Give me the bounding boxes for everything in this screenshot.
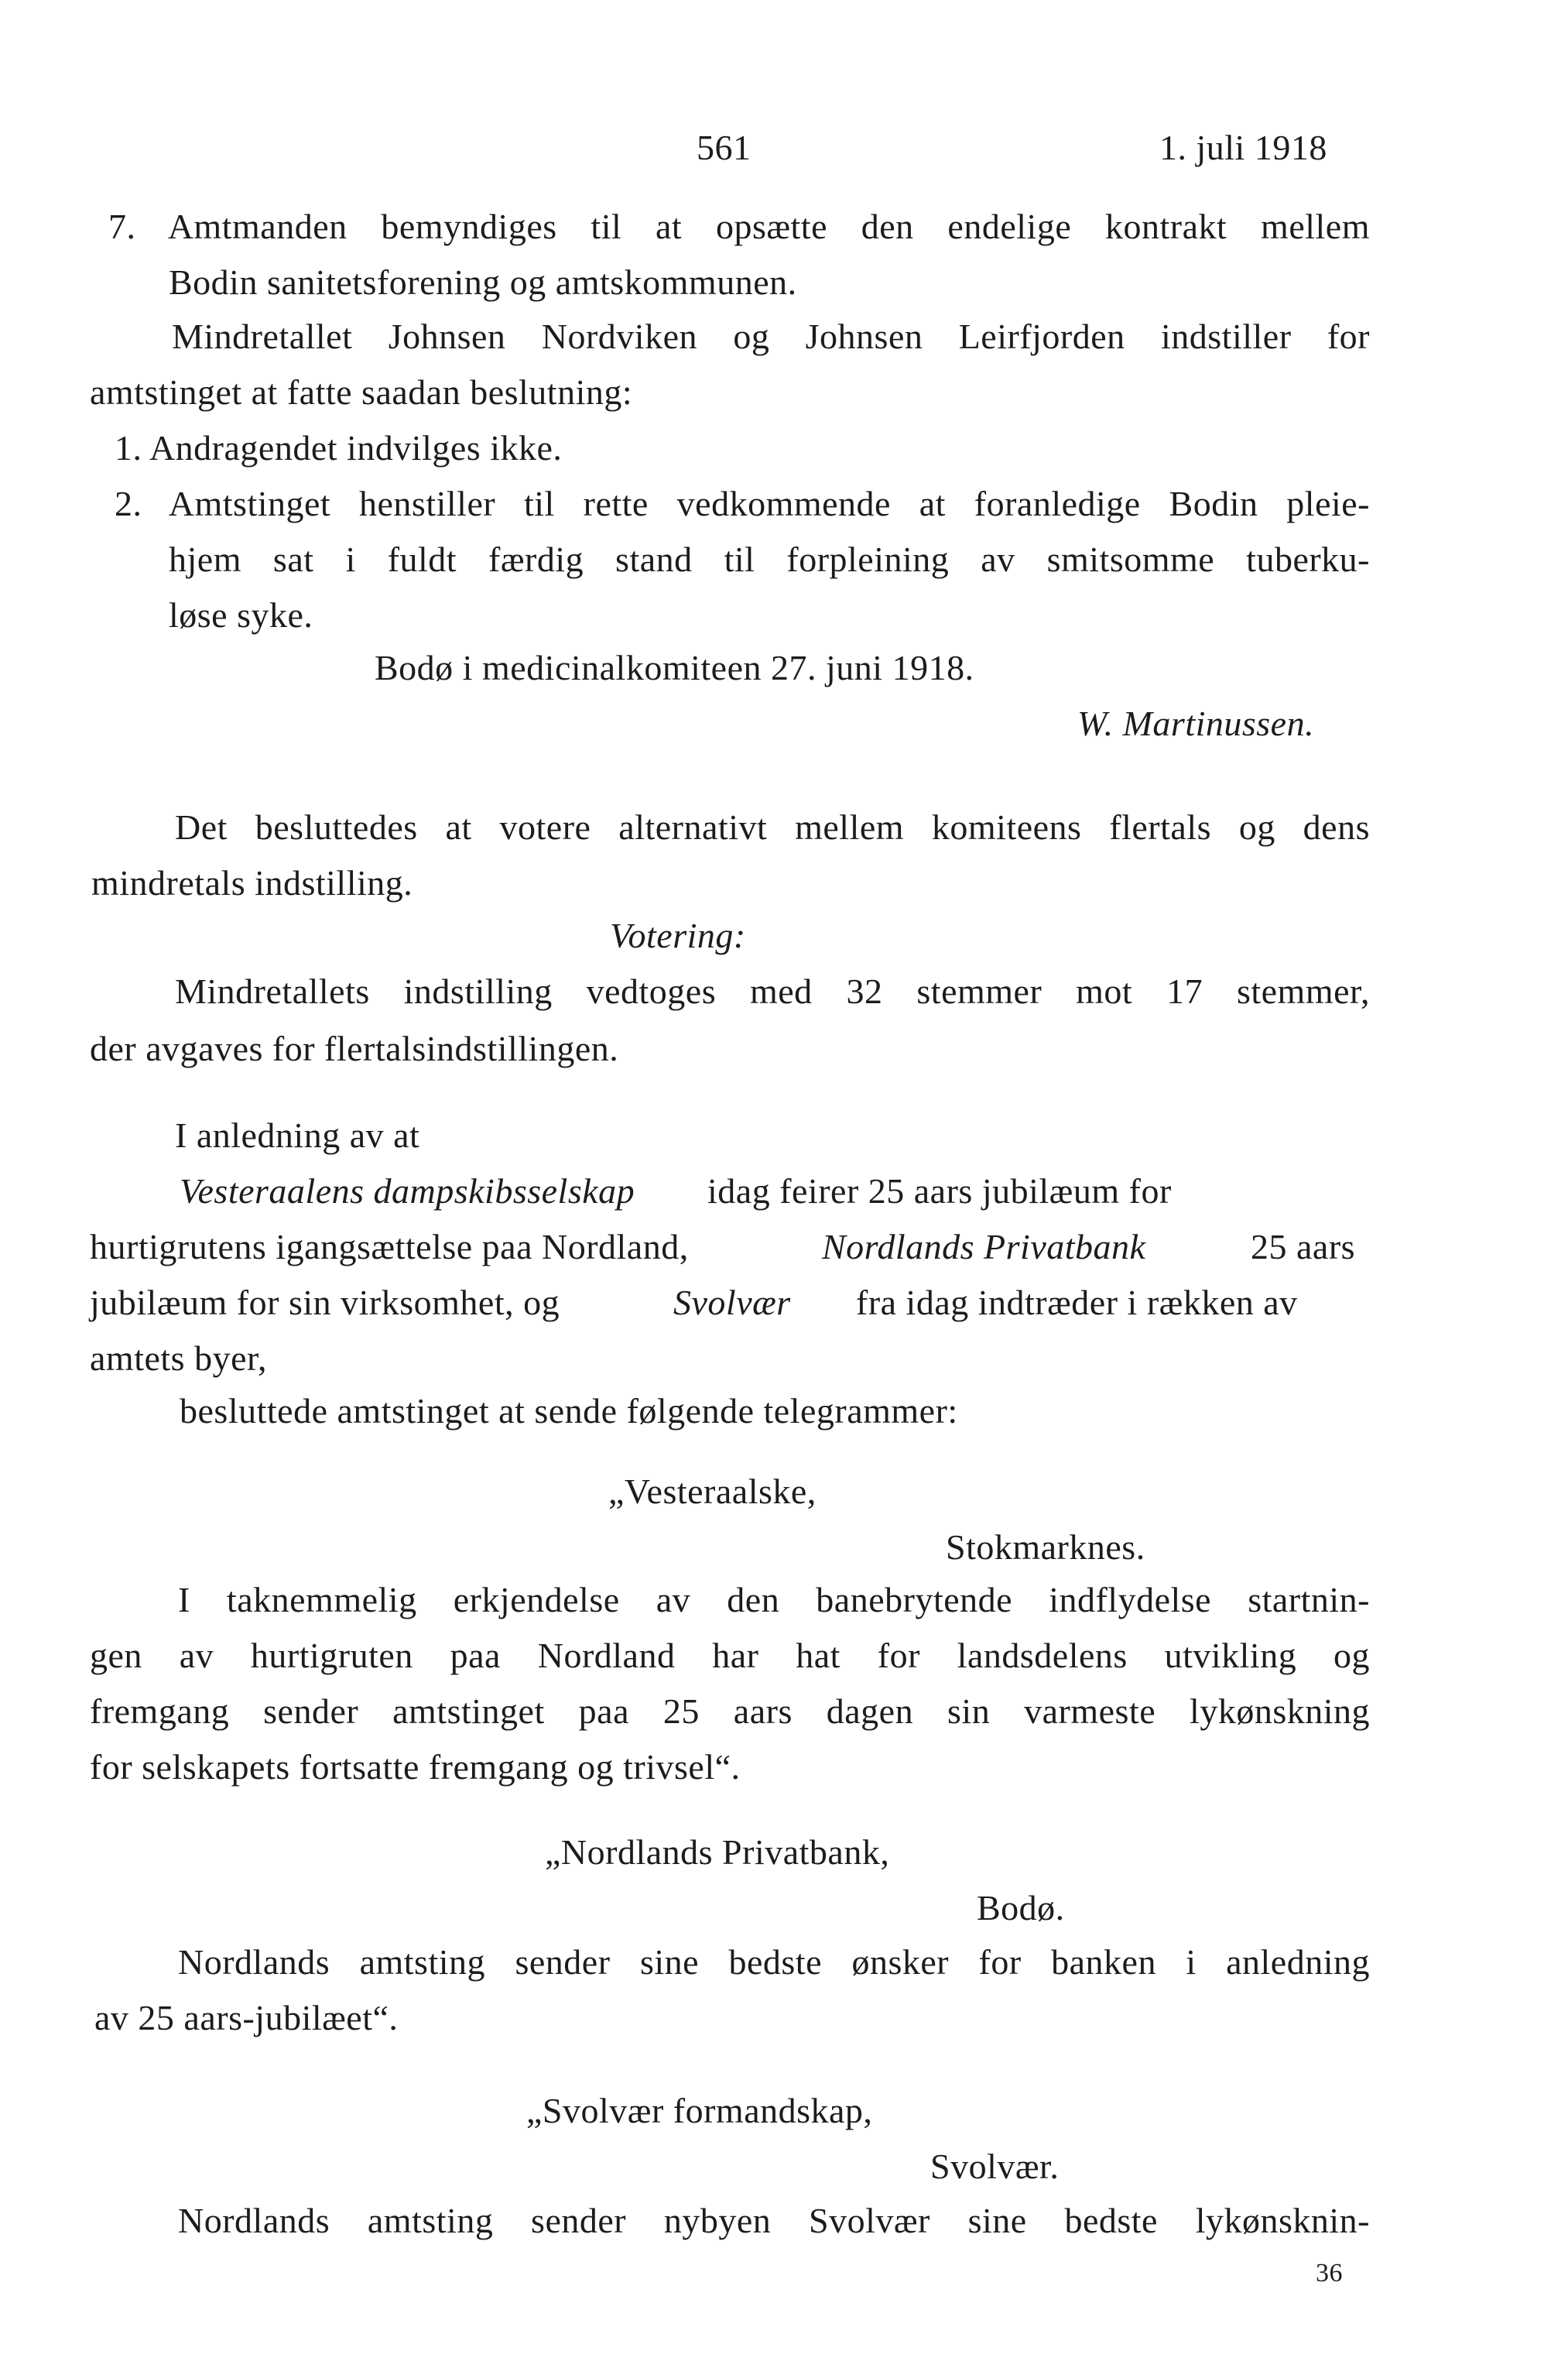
telegram-1-body-4: for selskapets fortsatte fremgang og trivsel“. bbox=[90, 1747, 741, 1787]
telegram-2-body-1: Nordlands amtsting sender sine bedste ønsker for banken i anledning bbox=[178, 1942, 1370, 1982]
minority-line-2: amtstinget at fatte saadan beslutning: bbox=[90, 372, 633, 412]
signature-mark: 36 bbox=[1316, 2259, 1343, 2287]
telegram-1-addressee: „Vesteraalske, bbox=[608, 1472, 817, 1511]
occasion-intro: I anledning av at bbox=[175, 1115, 420, 1155]
telegram-2-location: Bodø. bbox=[977, 1888, 1065, 1927]
telegram-3-location: Svolvær. bbox=[930, 2147, 1060, 2186]
telegram-1-body-2: gen av hurtigruten paa Nordland har hat for landsdelens utvikling og bbox=[90, 1636, 1370, 1675]
occasion-text-2a: hurtigrutens igangsættelse paa Nordland, bbox=[90, 1227, 689, 1266]
point-2-line-2: hjem sat i fuldt færdig stand til forpleining av smitsomme tuberku- bbox=[169, 540, 1370, 579]
telegram-1-location: Stokmarknes. bbox=[946, 1527, 1145, 1567]
point-2-line-1: 2. Amtstinget henstiller til rette vedkommende at foranledige Bodin pleie- bbox=[115, 484, 1370, 523]
page-number: 561 bbox=[697, 128, 751, 167]
point-1: 1. Andragendet indvilges ikke. bbox=[115, 428, 563, 468]
telegram-1-body-3: fremgang sender amtstinget paa 25 aars dagen sin varmeste lykønskning bbox=[90, 1691, 1370, 1731]
header-date: 1. juli 1918 bbox=[1159, 128, 1327, 167]
signature-martinussen: W. Martinussen. bbox=[1077, 704, 1315, 743]
town-svolvaer: Svolvær bbox=[673, 1283, 791, 1322]
place-and-date: Bodø i medicinalkomiteen 27. juni 1918. bbox=[375, 648, 974, 687]
occasion-text-3a: jubilæum for sin virksomhet, og bbox=[90, 1283, 560, 1322]
decision-line-1: Det besluttedes at votere alternativt mellem komiteens flertals og dens bbox=[175, 807, 1370, 847]
telegram-2-body-2: av 25 aars-jubilæet“. bbox=[94, 1998, 399, 2037]
minority-line-1: Mindretallet Johnsen Nordviken og Johnsen Leirfjorden indstiller for bbox=[172, 317, 1370, 356]
decision-line-2: mindretals indstilling. bbox=[91, 863, 413, 903]
company-nordlands-privatbank: Nordlands Privatbank bbox=[822, 1227, 1146, 1266]
occasion-text-4: amtets byer, bbox=[90, 1338, 267, 1378]
telegram-2-addressee: „Nordlands Privatbank, bbox=[545, 1832, 890, 1872]
item-7-line-1: 7. Amtmanden bemyndiges til at opsætte den endelige kontrakt mellem bbox=[108, 207, 1370, 246]
occasion-text-3b: fra idag indtræder i rækken av bbox=[856, 1283, 1298, 1322]
vote-result-line-1: Mindretallets indstilling vedtoges med 32 stemmer mot 17 stemmer, bbox=[175, 971, 1370, 1011]
telegram-3-addressee: „Svolvær formandskap, bbox=[526, 2091, 873, 2130]
occasion-text-2b: 25 aars bbox=[1251, 1227, 1356, 1266]
occasion-text-1: idag feirer 25 aars jubilæum for bbox=[707, 1171, 1172, 1211]
vote-result-line-2: der avgaves for flertalsindstillingen. bbox=[90, 1029, 619, 1068]
company-vesteraalens: Vesteraalens dampskibsselskap bbox=[180, 1171, 635, 1211]
resolution-text: besluttede amtstinget at sende følgende telegrammer: bbox=[180, 1391, 958, 1431]
telegram-3-body-1: Nordlands amtsting sender nybyen Svolvær sine bedste lykønsknin- bbox=[178, 2201, 1370, 2240]
point-2-line-3: løse syke. bbox=[169, 595, 313, 635]
item-7-line-2: Bodin sanitetsforening og amtskommunen. bbox=[169, 262, 797, 302]
votering-heading: Votering: bbox=[610, 916, 746, 955]
telegram-1-body-1: I taknemmelig erkjendelse av den banebrytende indflydelse startnin- bbox=[178, 1580, 1370, 1619]
